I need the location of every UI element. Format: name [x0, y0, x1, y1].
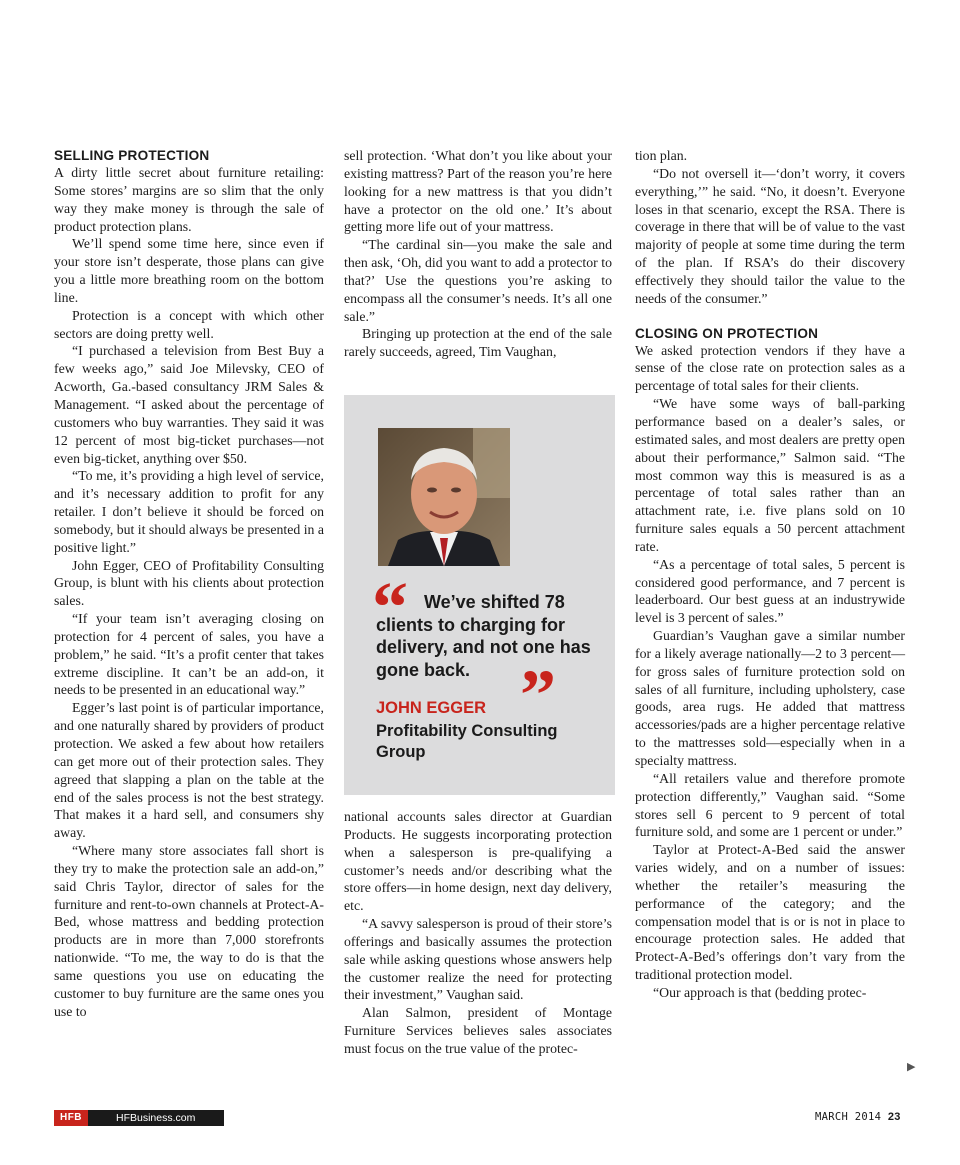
- paragraph: Bringing up protection at the end of the sale rarely succeeds, agreed, Tim Vaughan,: [344, 326, 612, 360]
- portrait-photo: [378, 428, 510, 566]
- continued-arrow-icon: ▶: [907, 1060, 916, 1073]
- paragraph: Alan Salmon, president of Montage Furniture Services believes sales associates must focus on the true value of the protec-: [344, 1005, 612, 1056]
- paragraph: A dirty little secret about furniture retailing: Some stores’ margins are so slim that the only way they make money is through the sale of product protection plans.: [54, 165, 324, 234]
- section-heading-selling-protection: SELLING PROTECTION: [54, 148, 210, 163]
- paragraph: Protection is a concept with which other sectors are doing pretty well.: [54, 307, 324, 341]
- paragraph: national accounts sales director at Guardian Products. He suggests incorporating protection when a salesperson is pre-qualifying a customer’s needs and/or describing what the store offers—in home design, next day delivery, etc.: [344, 809, 612, 914]
- article-column-3: [635, 147, 905, 1002]
- pull-quote-box: [344, 395, 615, 795]
- paragraph: “A savvy salesperson is proud of their store’s offerings and basically assumes the protection sale while asking questions whose answers help the customer realize the need for protecting their investment,” Vaughan said.: [344, 916, 612, 1003]
- section-heading-closing-on-protection: CLOSING ON PROTECTION: [635, 325, 819, 341]
- paragraph: Taylor at Protect-A-Bed said the answer varies widely, and on a number of issues: whether the retailer’s measuring the performance of the category; and the compensation model that is or is not in place to encourage protection sales. He added that Protect-A-Bed’s offerings don’t vary from the traditional protection model.: [635, 842, 905, 983]
- paragraph: “All retailers value and therefore promote protection differently,” Vaughan said. “Some stores sell 6 percent to 9 percent of total furniture sold, and some are 1 percent or under.”: [635, 770, 905, 840]
- paragraph: “The cardinal sin—you make the sale and then ask, ‘Oh, did you want to add a protector to that?’ Use the questions you’re asking to encompass all the consumer’s needs. It’s all one sale.”: [344, 237, 612, 324]
- paragraph: sell protection. ‘What don’t you like about your existing mattress? Part of the reason you’re here looking for a new mattress is that you didn’t have a protector on the old one.’ It’s about getting more life out of your mattress.: [344, 148, 612, 235]
- paragraph: “I purchased a television from Best Buy a few weeks ago,” said Joe Milevsky, CEO of Acworth, Ga.-based consultancy JRM Sales & Management. “I asked about the percentage of customers who buy warranties. They said it was 12 percent of most big-ticket purchases—not even big-ticket, anything over $50.: [54, 343, 324, 466]
- quote-attribution-organization: Profitability Consulting Group: [376, 722, 558, 761]
- footer-bar: [54, 1110, 224, 1126]
- article-column-1: [54, 147, 324, 1021]
- paragraph: “To me, it’s providing a high level of service, and it’s necessary addition to profit for any retailer. I don’t believe it should be forced on somebody, but it should always be presented in a positive light.”: [54, 468, 325, 555]
- paragraph: “Where many store associates fall short is they try to make the protection sale an add-on,” said Chris Taylor, director of sales for the furniture and rent-to-own channels at Protect-A-Bed, whose mattress and bedding protection products are in more than 7,000 storefronts nationwide. “To me, the way to do is that the same questions you use on educating the customer to buy furniture are the same ones you use to: [54, 843, 324, 1019]
- close-quote-mark: ”: [520, 655, 556, 735]
- paragraph: “Our approach is that (bedding protec-: [653, 984, 867, 1000]
- paragraph: We asked protection vendors if they have a sense of the close rate on protection sales as a percentage of total sales for their clients.: [635, 342, 905, 394]
- article-column-2-top: [344, 147, 612, 361]
- hfb-logo: HFB: [54, 1110, 88, 1126]
- paragraph: John Egger, CEO of Profitability Consulting Group, is blunt with his clients about protection sales.: [54, 557, 324, 609]
- paragraph: We’ll spend some time here, since even if your store isn’t desperate, those plans can give you a little more breathing room on the bottom line.: [54, 236, 324, 305]
- paragraph: tion plan.: [635, 148, 688, 163]
- portrait-illustration: [378, 428, 510, 566]
- article-column-2-bottom: [344, 808, 612, 1058]
- paragraph: “Do not oversell it—‘don’t worry, it covers everything,’” he said. “No, it doesn’t. Everyone loses in that scenario, except the RSA. There is coverage in there that will be of value to the vast majority of people at some time during the term of the plan. If RSA’s do their discovery effectively they should tailor the value to the needs of the consumer.”: [635, 165, 905, 306]
- paragraph: “If your team isn’t averaging closing on protection for 4 percent of sales, you have a problem,” he said. “It’s a profit center that takes extreme discipline. It can’t be an add-on, it needs to be presented in an educational way.”: [54, 611, 324, 698]
- paragraph: Egger’s last point is of particular importance, and one naturally shared by providers of product protection. We asked a few about how retailers can get more out of their protection sales. They agreed that slapping a plan on the table at the end of the sales process is not the best strategy. That makes it a hard sell, and consumers shy away.: [54, 700, 324, 841]
- quote-attribution-name: JOHN EGGER: [376, 699, 487, 717]
- page-number: 23: [887, 1111, 901, 1123]
- footer-website-link[interactable]: HFBusiness.com: [116, 1112, 196, 1124]
- footer-issue-page: [815, 1111, 901, 1123]
- issue-date: MARCH 2014: [815, 1111, 882, 1123]
- paragraph: “We have some ways of ball-parking performance based on a dealer’s sales, or estimated sales, and most dealers are pretty open about their performance,” Salmon said. “The most common way this is measured is as a percentage of total sales rather than an attachment rate, i.e. five plans sold on 10 furniture sales equals a 50 percent attachment rate.: [635, 396, 905, 554]
- pull-quote-text: We’ve shifted 78 clients to charging for delivery, and not one has gone back.: [376, 592, 591, 680]
- open-quote-mark: “: [372, 567, 408, 647]
- paragraph: Guardian’s Vaughan gave a similar number for a likely average nationally—2 to 3 percent—for gross sales of furniture protection sold on sales of all furniture, including upholstery, case goods, area rugs. He added that mattress accessories/pads are a higher percentage relative to the mattresses sold—especially when in a specialty mattress.: [635, 628, 905, 768]
- paragraph: “As a percentage of total sales, 5 percent is considered good performance, and 7 percent is leaderboard. Our best guess at an industrywide level is 3 percent of sales.”: [635, 556, 905, 626]
